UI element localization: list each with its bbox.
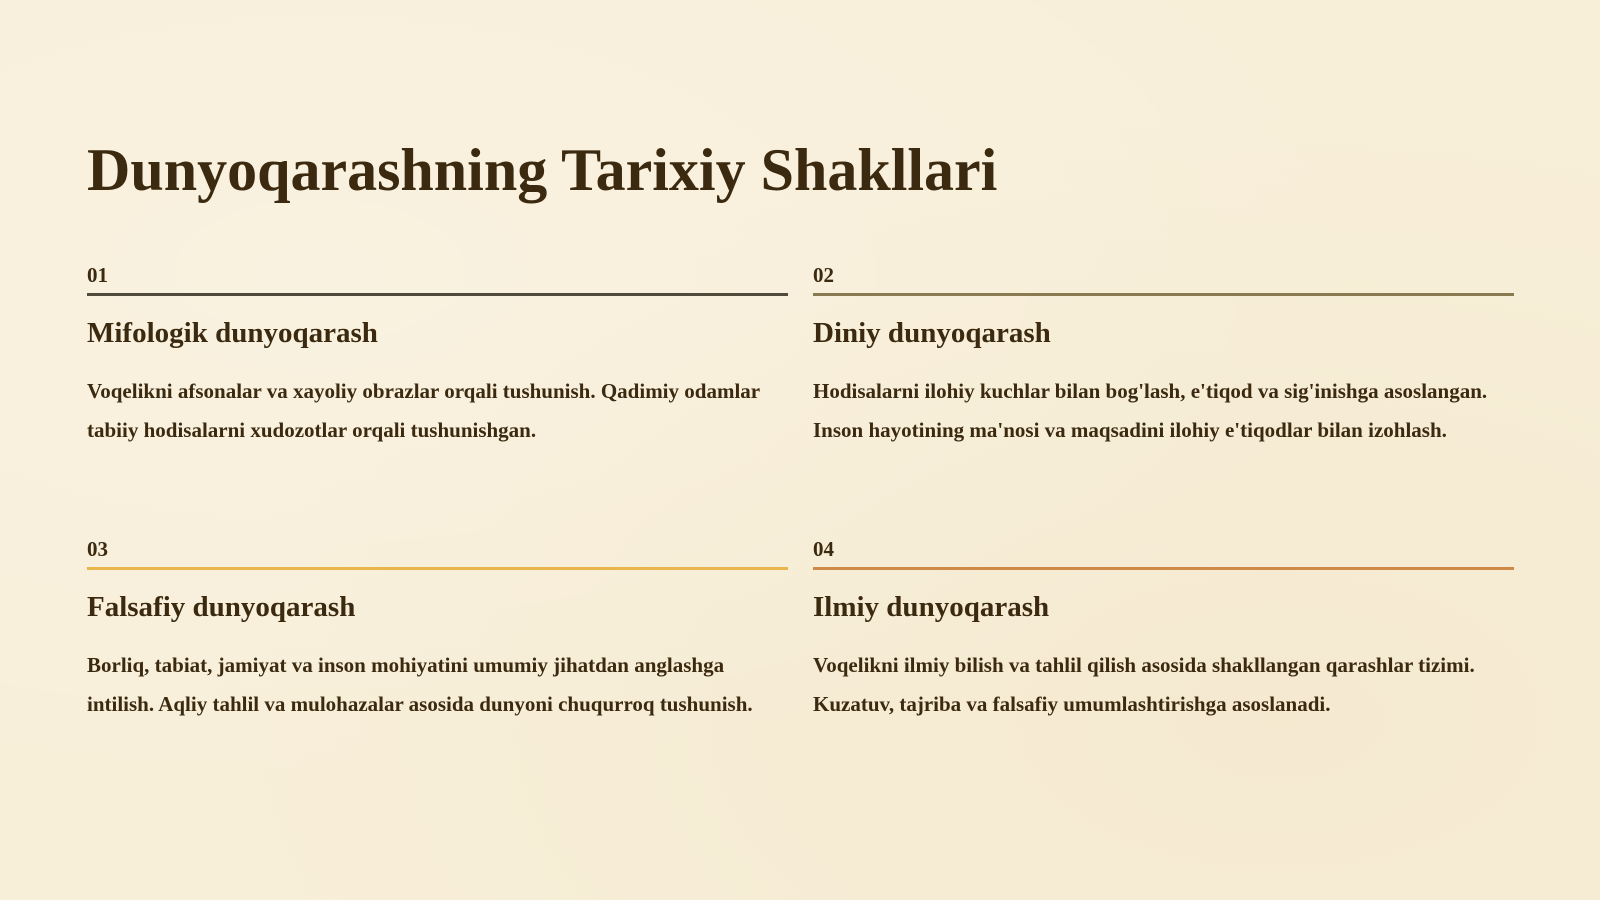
card-heading: Diniy dunyoqarash bbox=[813, 317, 1051, 349]
card-divider bbox=[87, 567, 788, 570]
card-falsafiy bbox=[87, 536, 788, 724]
card-divider bbox=[813, 293, 1514, 296]
card-description: Voqelikni ilmiy bilish va tahlil qilish asosida shakllangan qarashlar tizimi. Kuzatuv, tajriba va falsafiy umumlashtirishga asoslanadi. bbox=[813, 653, 1475, 716]
card-number: 04 bbox=[813, 537, 834, 561]
card-divider bbox=[87, 293, 788, 296]
card-description: Voqelikni afsonalar va xayoliy obrazlar orqali tushunish. Qadimiy odamlar tabiiy hodisalarni xudozotlar orqali tushunishgan. bbox=[87, 379, 760, 442]
card-description: Hodisalarni ilohiy kuchlar bilan bog'lash, e'tiqod va sig'inishga asoslangan. Inson hayotining ma'nosi va maqsadini ilohiy e'tiqodlar bilan izohlash. bbox=[813, 379, 1488, 442]
card-heading: Falsafiy dunyoqarash bbox=[87, 591, 356, 623]
card-heading: Ilmiy dunyoqarash bbox=[813, 591, 1050, 623]
card-divider bbox=[813, 567, 1514, 570]
card-description: Borliq, tabiat, jamiyat va inson mohiyatini umumiy jihatdan anglashga intilish. Aqliy tahlil va mulohazalar asosida dunyoni chuqurroq tushunish. bbox=[87, 653, 753, 716]
card-diniy bbox=[813, 262, 1514, 450]
slide-title: Dunyoqarashning Tarixiy Shakllari bbox=[87, 137, 998, 203]
card-mifologik bbox=[87, 262, 788, 450]
card-number: 03 bbox=[87, 537, 108, 561]
card-ilmiy bbox=[813, 536, 1514, 724]
card-number: 02 bbox=[813, 263, 834, 287]
card-number: 01 bbox=[87, 263, 108, 287]
card-heading: Mifologik dunyoqarash bbox=[87, 317, 378, 349]
